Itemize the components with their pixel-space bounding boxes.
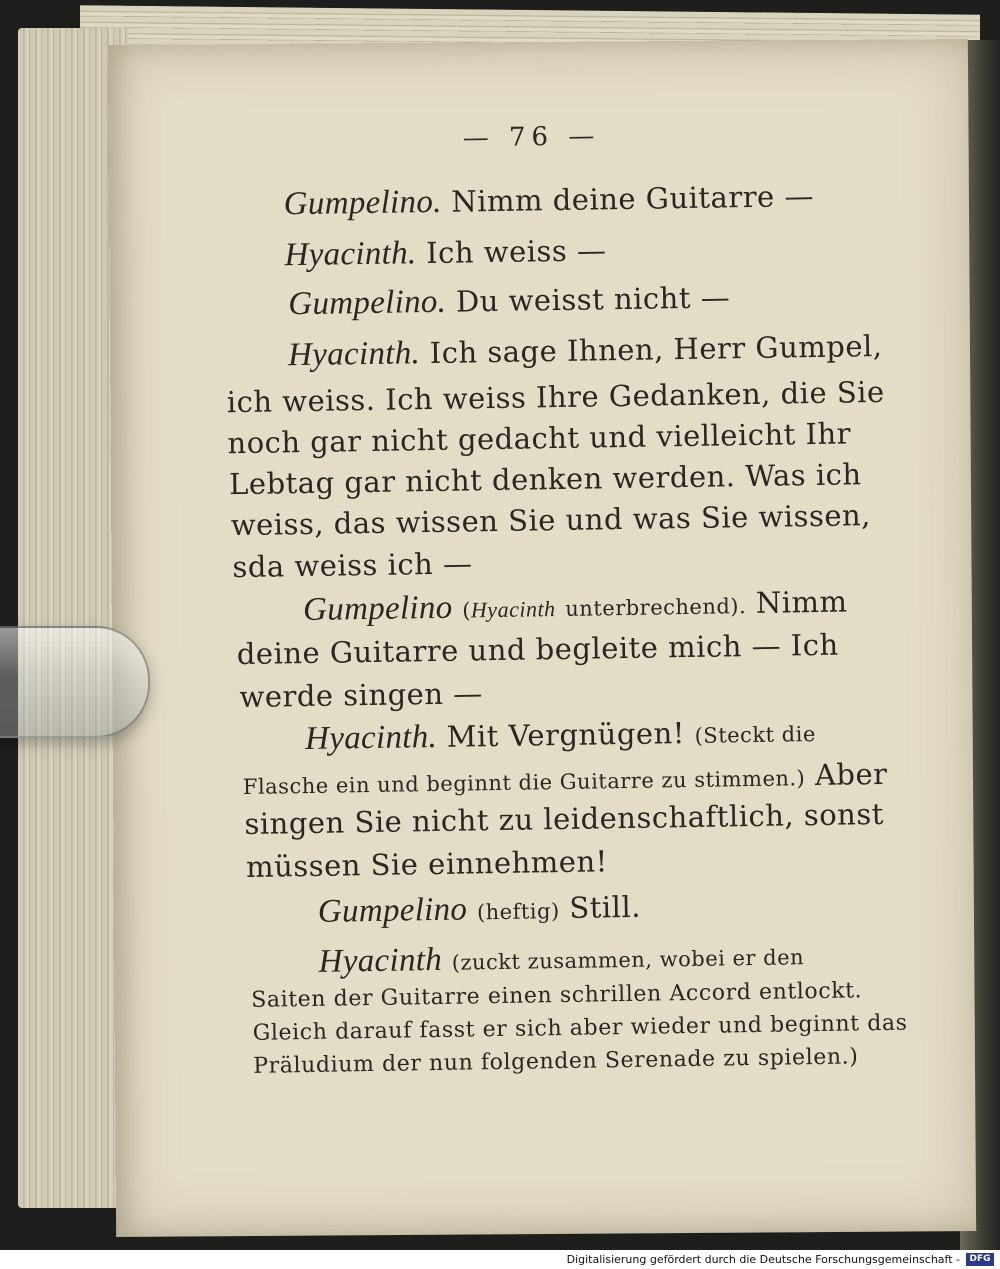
line-text: Ich weiss — <box>425 233 607 271</box>
stage-direction: (zuckt zusammen, wobei er den <box>451 945 805 975</box>
line-text: Aber <box>814 756 888 793</box>
text-line: noch gar nicht gedacht und vielleicht Ihr <box>227 416 852 461</box>
text-line: Saiten der Guitarre einen schrillen Accord entlockt. <box>251 978 863 1013</box>
text-line <box>305 713 816 758</box>
speaker-name: Gumpelino <box>302 589 453 629</box>
stage-direction: unterbrechend). <box>565 594 747 621</box>
line-text: Ich sage Ihnen, Herr Gumpel, <box>429 328 883 371</box>
text-line: müssen Sie einnehmen! <box>245 844 609 884</box>
text-line: Gleich darauf fasst er sich aber wieder und beginnt das <box>252 1010 908 1046</box>
speaker-name: Hyacinth. <box>284 235 417 274</box>
line-text: Mit Vergnügen! <box>446 716 686 754</box>
line-text: Nimm deine Guitarre — <box>451 178 815 219</box>
speaker-name: Hyacinth <box>318 941 443 980</box>
line-text: Nimm <box>755 584 848 620</box>
text-line <box>288 328 883 374</box>
text-line: deine Guitarre und begleite mich — Ich <box>236 627 839 672</box>
dfg-logo: DFG <box>966 1253 994 1266</box>
speaker-name: Gumpelino. <box>283 183 442 223</box>
speaker-name: Gumpelino <box>317 891 468 930</box>
paren-open: ( <box>462 598 472 623</box>
text-line <box>288 279 730 323</box>
funding-credit: Digitalisierung gefördert durch die Deutsche Forschungsgemeinschaft - <box>566 1253 960 1266</box>
text-line: ich weiss. Ich weiss Ihre Gedanken, die Sie <box>226 374 885 420</box>
text-line: singen Sie nicht zu leidenschaftlich, sonst <box>244 796 885 841</box>
speaker-name: Hyacinth. <box>287 335 421 374</box>
text-line: Präludium der nun folgenden Serenade zu spielen.) <box>253 1044 859 1079</box>
text-line <box>284 232 607 274</box>
text-line <box>243 757 888 801</box>
text-line <box>318 936 804 981</box>
speaker-name: Hyacinth. <box>304 718 438 758</box>
text-line <box>283 178 814 223</box>
text-line: sda weiss ich — <box>232 546 473 585</box>
text-line: werde singen — <box>239 676 483 715</box>
text-line <box>303 583 848 629</box>
footer-bar <box>0 1250 1000 1269</box>
text-line: weiss, das wissen Sie und was Sie wissen, <box>230 498 872 543</box>
paren-speaker: Hyacinth <box>470 596 556 623</box>
page-number: — 76 — <box>462 121 601 154</box>
stage-direction: Flasche ein und beginnt die Guitarre zu stimmen.) <box>242 766 806 800</box>
line-text: Still. <box>569 889 642 925</box>
speaker-name: Gumpelino. <box>288 283 447 323</box>
text-line <box>318 889 642 931</box>
text-line: Lebtag gar nicht denken werden. Was ich <box>228 457 862 502</box>
stage-direction: (Steckt die <box>694 722 816 748</box>
line-text: Du weisst nicht — <box>455 280 731 319</box>
stage-direction: (heftig) <box>476 899 560 925</box>
